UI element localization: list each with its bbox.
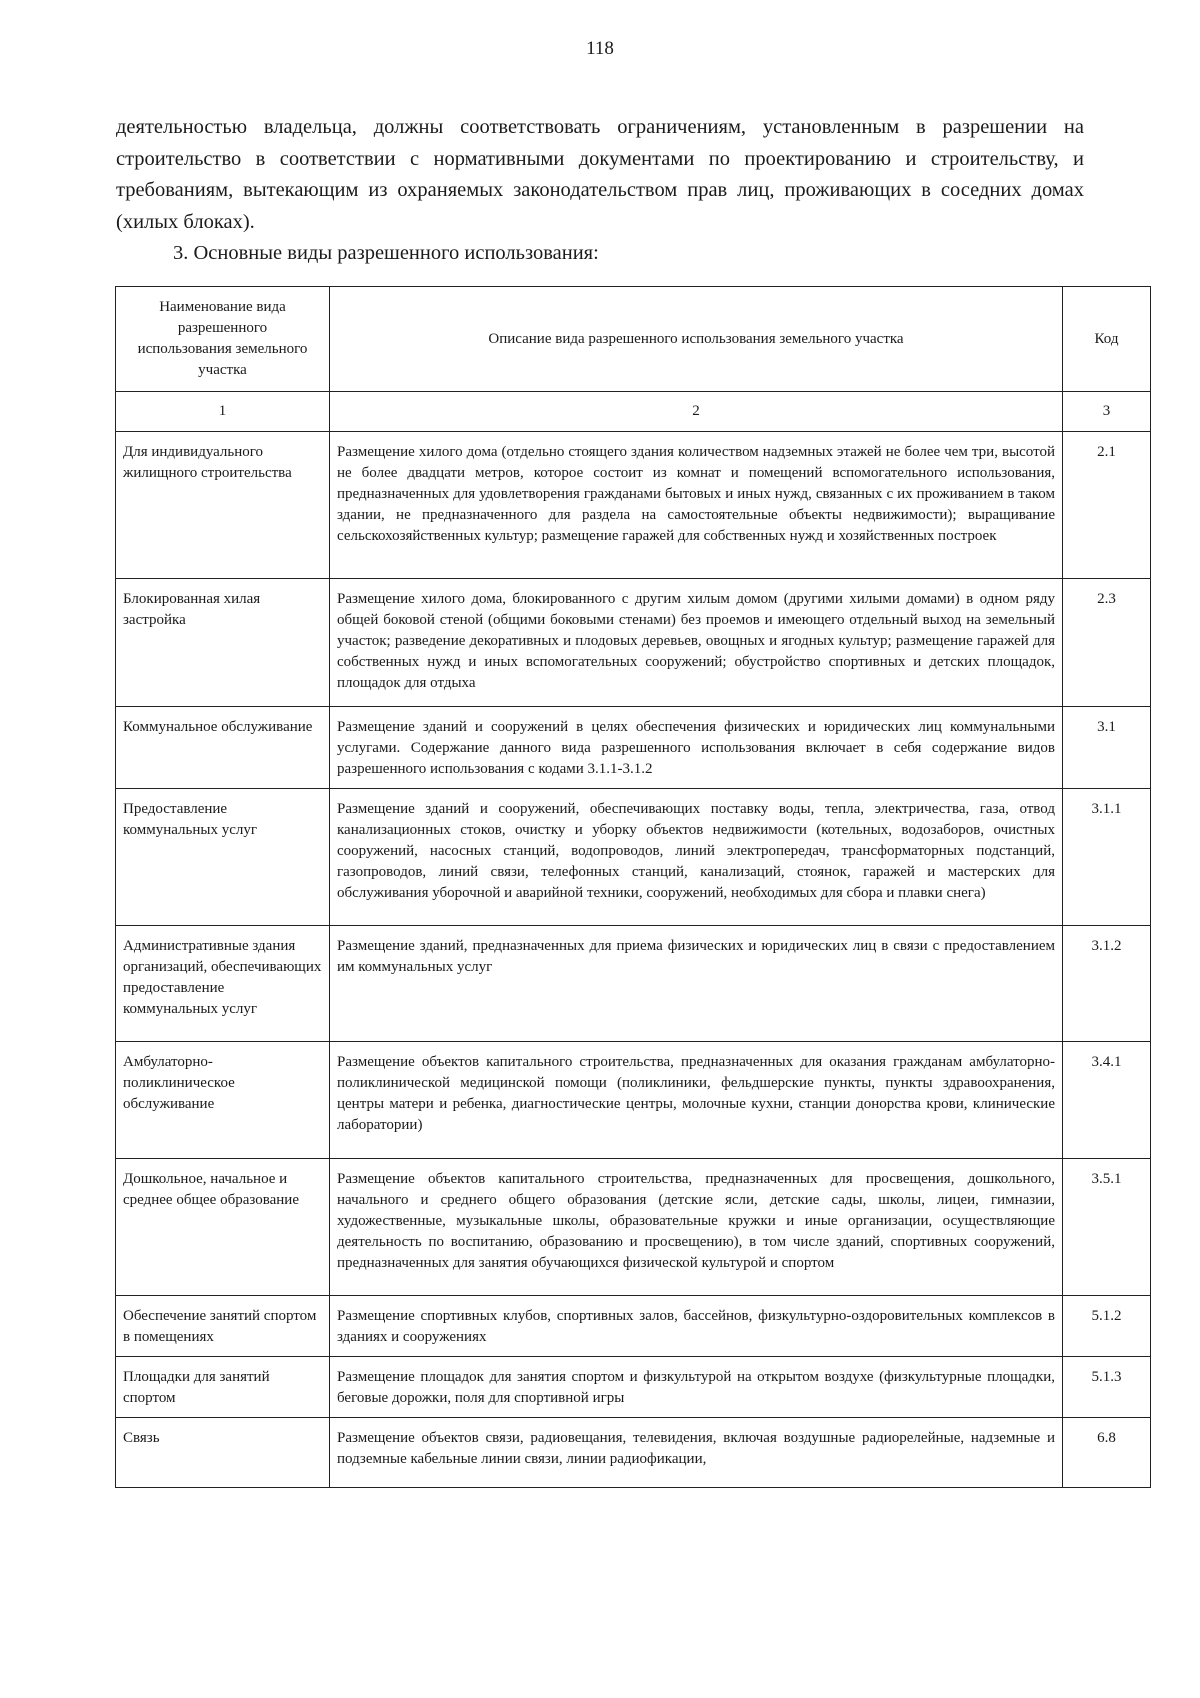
table-row — [116, 1042, 1151, 1159]
column-number-row — [116, 392, 1151, 432]
header-description: Описание вида разрешенного использования земельного участка — [330, 287, 1063, 392]
column-number: 2 — [330, 392, 1063, 432]
table-row — [116, 926, 1151, 1042]
use-type-name: Для индивидуального жилищного строительства — [116, 432, 330, 579]
use-type-code: 3.4.1 — [1063, 1042, 1151, 1159]
table-row — [116, 789, 1151, 926]
use-type-code: 3.5.1 — [1063, 1159, 1151, 1296]
use-type-code: 2.1 — [1063, 432, 1151, 579]
use-type-name: Амбулаторно-поликлиническое обслуживание — [116, 1042, 330, 1159]
land-use-table — [115, 286, 1151, 1488]
use-type-description: Размещение площадок для занятия спортом и физкультурой на открытом воздухе (физкультурные площадки, беговые дорожки, поля для спортивной игры — [330, 1357, 1063, 1418]
use-type-description: Размещение спортивных клубов, спортивных залов, бассейнов, физкультурно-оздоровительных комплексов в зданиях и сооружениях — [330, 1296, 1063, 1357]
page-number: 118 — [586, 38, 614, 59]
use-type-name: Связь — [116, 1418, 330, 1488]
table-row — [116, 1159, 1151, 1296]
section-heading: 3. Основные виды разрешенного использования: — [173, 242, 599, 264]
table-header-row — [116, 287, 1151, 392]
use-type-name: Площадки для занятий спортом — [116, 1357, 330, 1418]
intro-paragraph: деятельностью владельца, должны соответствовать ограничениям, установленным в разрешении на строительство в соответствии с нормативными документами по проектированию и строительству, и требованиям, вытекающим из охраняемых законодательством прав лиц, проживающих в соседних домах (хилых блоках). — [116, 116, 1084, 233]
use-type-description: Размещение зданий, предназначенных для приема физических и юридических лиц в связи с предоставлением им коммунальных услуг — [330, 926, 1063, 1042]
use-type-name: Блокированная хилая застройка — [116, 579, 330, 707]
column-number: 1 — [116, 392, 330, 432]
use-type-code: 5.1.3 — [1063, 1357, 1151, 1418]
use-type-description: Размещение хилого дома (отдельно стоящего здания количеством надземных этажей не более чем три, высотой не более двадцати метров, которое состоит из комнат и помещений вспомогательного использования, предназначенных для удовлетворения гражданами бытовых и иных нужд, связанных с их проживанием в таком здании, не предназначенного для раздела на самостоятельные объекты недвижимости); выращивание сельскохозяйственных культур; размещение гаражей для собственных нужд и хозяйственных построек — [330, 432, 1063, 579]
use-type-code: 3.1.2 — [1063, 926, 1151, 1042]
table-row — [116, 1296, 1151, 1357]
use-type-code: 3.1.1 — [1063, 789, 1151, 926]
table-row — [116, 432, 1151, 579]
use-type-description: Размещение объектов капитального строительства, предназначенных для оказания гражданам амбулаторно-поликлинической медицинской помощи (поликлиники, фельдшерские пункты, пункты здравоохранения, центры матери и ребенка, диагностические центры, молочные кухни, станции донорства крови, клинические лаборатории) — [330, 1042, 1063, 1159]
use-type-code: 6.8 — [1063, 1418, 1151, 1488]
use-type-code: 3.1 — [1063, 707, 1151, 789]
use-type-code: 2.3 — [1063, 579, 1151, 707]
use-type-name: Административные здания организаций, обеспечивающих предоставление коммунальных услуг — [116, 926, 330, 1042]
use-type-code: 5.1.2 — [1063, 1296, 1151, 1357]
column-number: 3 — [1063, 392, 1151, 432]
use-type-name: Дошкольное, начальное и среднее общее образование — [116, 1159, 330, 1296]
use-type-description: Размещение объектов связи, радиовещания, телевидения, включая воздушные радиорелейные, надземные и подземные кабельные линии связи, линии радиофикации, — [330, 1418, 1063, 1488]
table-row — [116, 1357, 1151, 1418]
use-type-name: Обеспечение занятий спортом в помещениях — [116, 1296, 330, 1357]
table-row — [116, 579, 1151, 707]
header-code: Код — [1063, 287, 1151, 392]
land-use-table-container — [115, 286, 1150, 1488]
use-type-description: Размещение зданий и сооружений, обеспечивающих поставку воды, тепла, электричества, газа, отвод канализационных стоков, очистку и уборку объектов недвижимости (котельных, водозаборов, очистных сооружений, насосных станций, водопроводов, линий электропередач, трансформаторных подстанций, газопроводов, линий связи, телефонных станций, канализаций, стоянок, гаражей и мастерских для обслуживания уборочной и аварийной техники, сооружений, необходимых для сбора и плавки снега) — [330, 789, 1063, 926]
use-type-name: Предоставление коммунальных услуг — [116, 789, 330, 926]
table-row — [116, 707, 1151, 789]
use-type-name: Коммунальное обслуживание — [116, 707, 330, 789]
use-type-description: Размещение зданий и сооружений в целях обеспечения физических и юридических лиц коммунальными услугами. Содержание данного вида разрешенного использования включает в себя содержание видов разрешенного использования с кодами 3.1.1-3.1.2 — [330, 707, 1063, 789]
table-row — [116, 1418, 1151, 1488]
intro-text — [116, 112, 1084, 270]
use-type-description: Размещение объектов капитального строительства, предназначенных для просвещения, дошкольного, начального и среднего общего образования (детские ясли, детские сады, школы, лицеи, гимназии, художественные, музыкальные школы, образовательные кружки и иные организации, осуществляющие деятельность по воспитанию, образованию и просвещению), в том числе зданий, спортивных сооружений, предназначенных для занятия обучающихся физической культурой и спортом — [330, 1159, 1063, 1296]
header-name: Наименование вида разрешенного использования земельного участка — [116, 287, 330, 392]
use-type-description: Размещение хилого дома, блокированного с другим хилым домом (другими хилыми домами) в одном ряду общей боковой стеной (общими боковыми стенами) без проемов и имеющего отдельный выход на земельный участок; разведение декоративных и плодовых деревьев, овощных и ягодных культур; размещение гаражей для собственных нужд и иных вспомогательных сооружений; обустройство спортивных и детских площадок, площадок для отдыха — [330, 579, 1063, 707]
